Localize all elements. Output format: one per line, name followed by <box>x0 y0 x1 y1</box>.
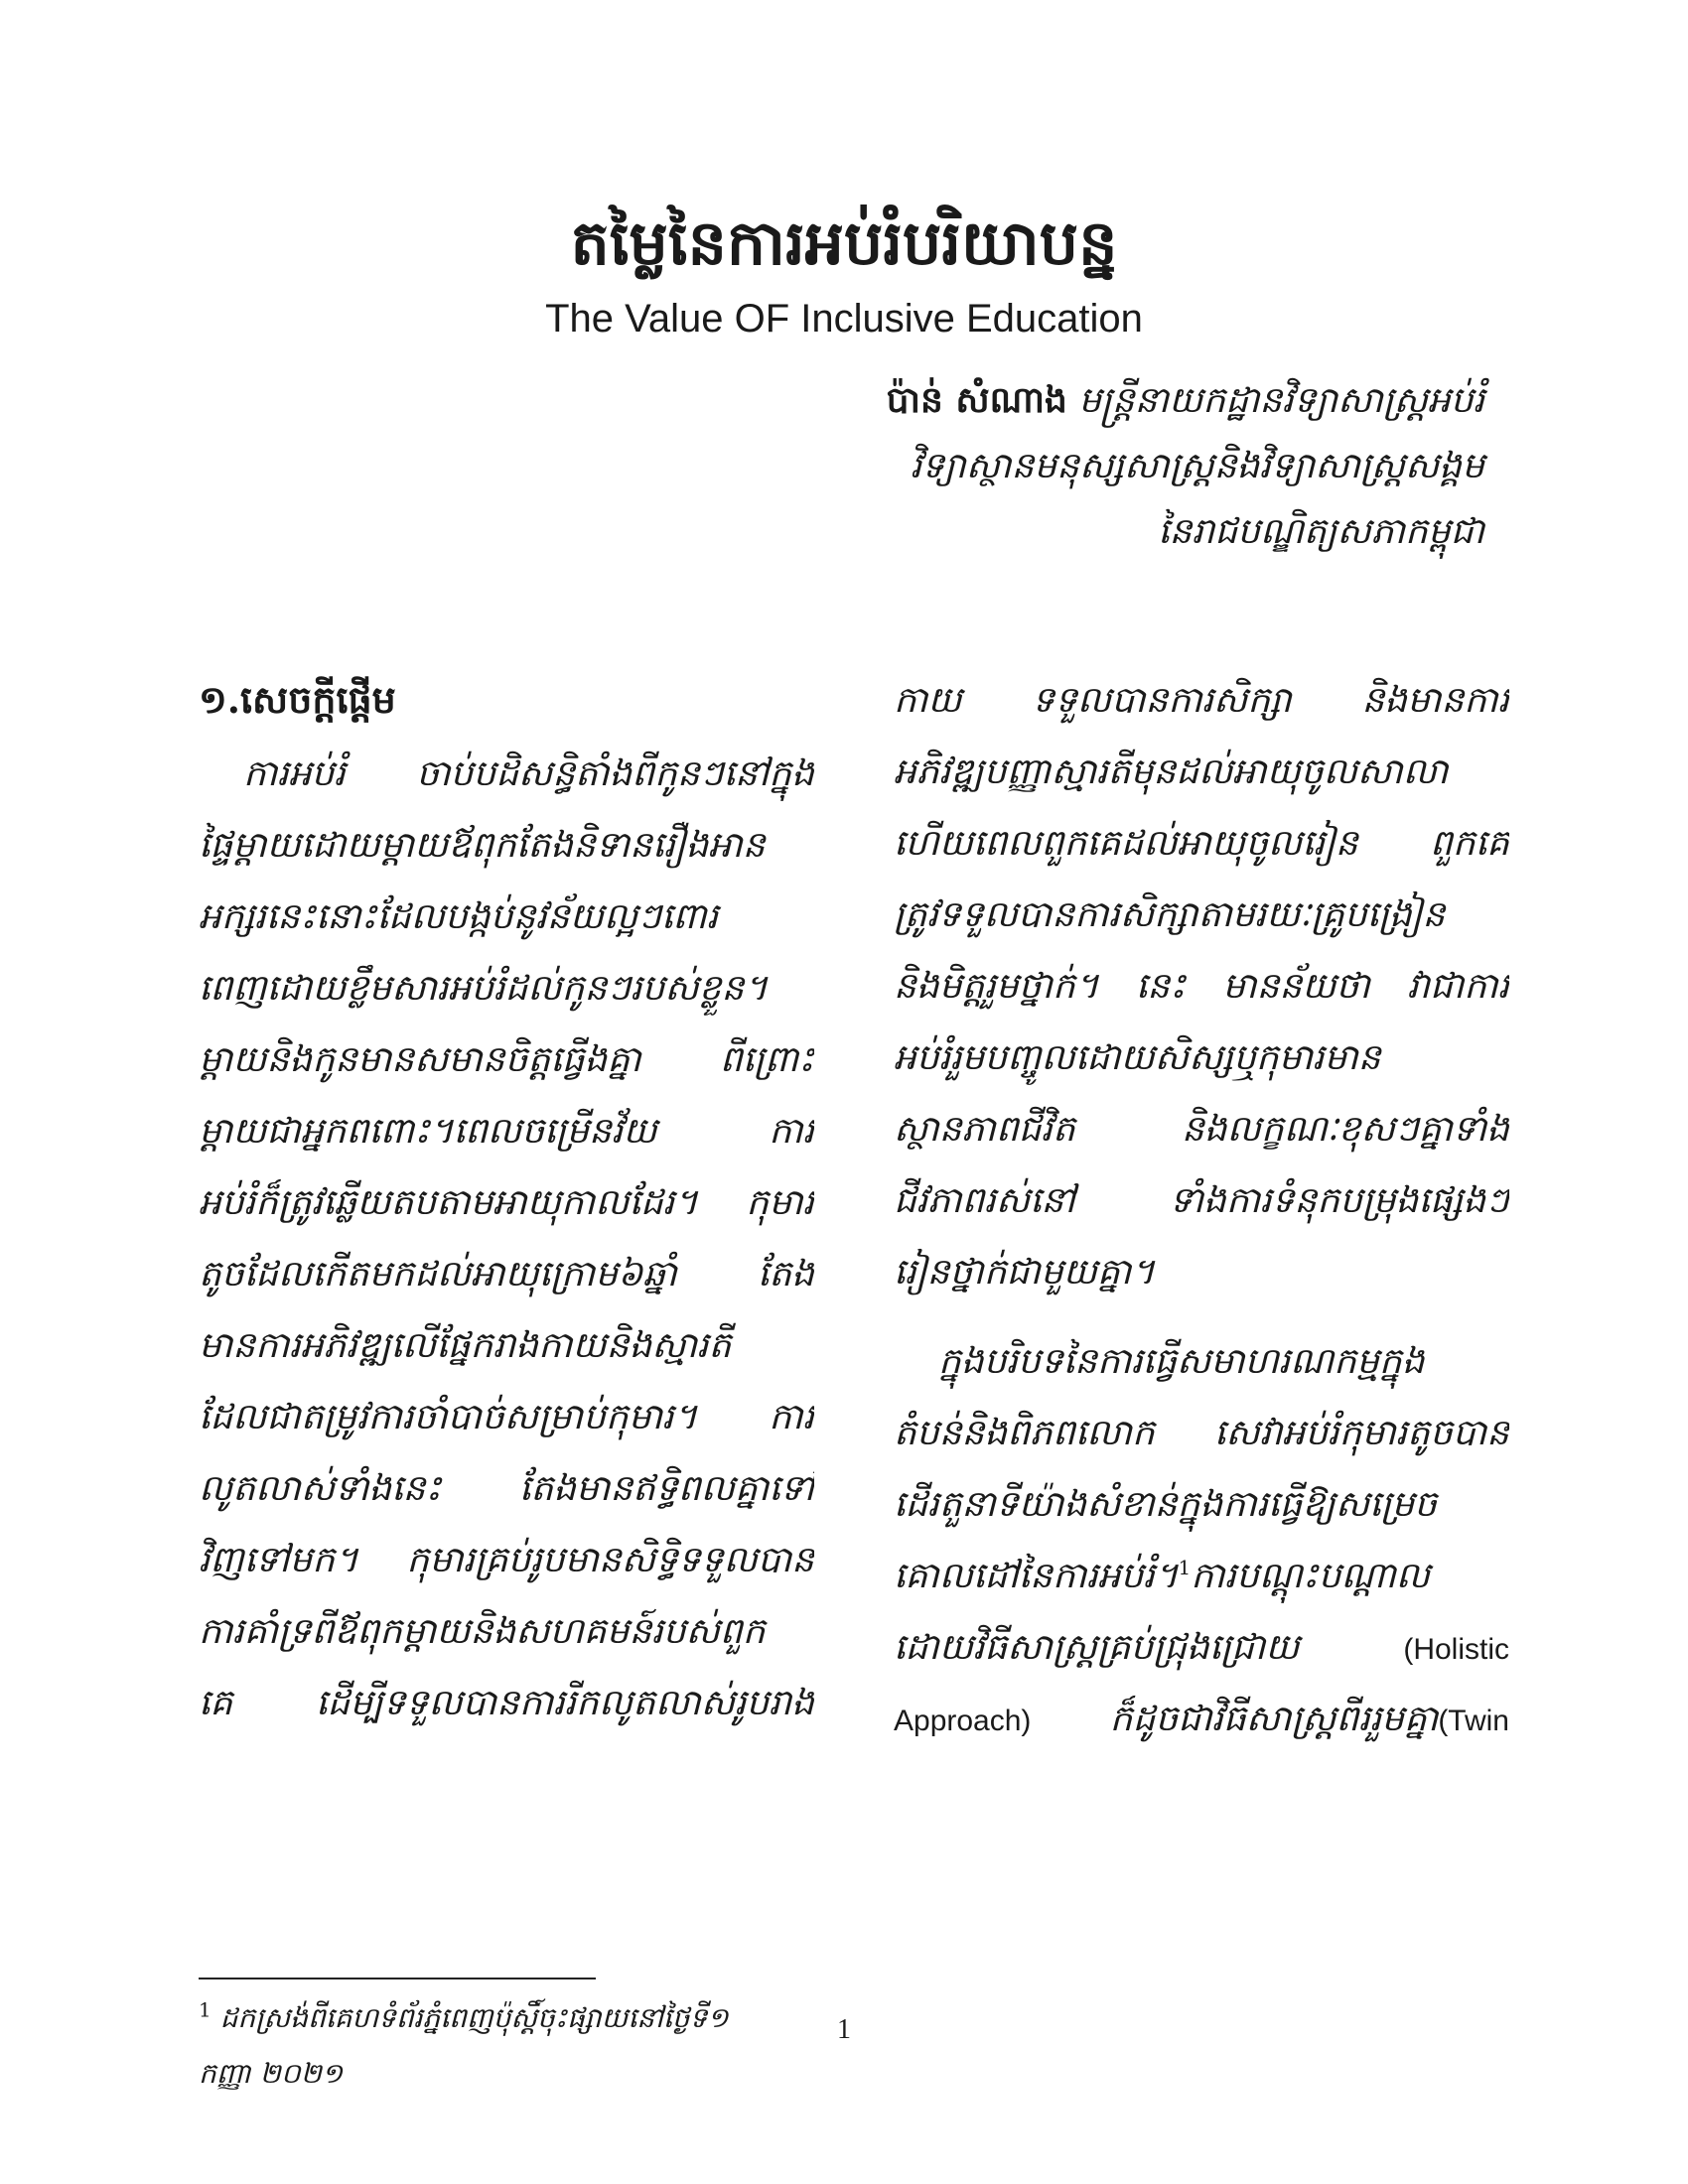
body-line: តំបន់និងពិភពលោក សេវាអប់រំកុមារតូចបាន <box>894 1413 1509 1453</box>
english-term: Approach) <box>894 1705 1032 1737</box>
english-term: (Twin <box>1438 1705 1509 1737</box>
body-line: ស្ថានភាពជីវិត និងលក្ខណៈខុសៗគ្នាទាំង <box>894 1109 1509 1150</box>
footnote-line-2: កញ្ញា ២០២១ <box>199 2057 344 2090</box>
body-line: ដែលជាតម្រូវការចាំបាច់សម្រាប់កុមារ។ ការ <box>199 1397 814 1437</box>
document-title-english: The Value OF Inclusive Education <box>545 297 1143 341</box>
author-institute: វិទ្យាស្ថានមនុស្សសាស្ត្រនិងវិទ្យាសាស្ត្រសង្គម <box>910 446 1484 486</box>
body-line: អប់រំរួមបញ្ចូលដោយសិស្សឬកុមារមាន <box>894 1037 1381 1078</box>
body-line: ការអប់រំ ចាប់បដិសន្ធិតាំងពីកូនៗនៅក្នុង <box>243 753 814 794</box>
body-line: រៀនថ្នាក់ជាមួយគ្នា។ <box>894 1252 1155 1293</box>
body-line: ម្តាយនិងកូនមានសមានចិត្តធ្វើងគ្នា ពីព្រោះ <box>199 1039 814 1080</box>
body-text: ការបណ្តុះបណ្តាល <box>1191 1556 1431 1596</box>
page-number: 1 <box>837 2014 851 2045</box>
body-line: ការគាំទ្រពីឪពុកម្តាយនិងសហគមន៍របស់ពួក <box>199 1611 766 1652</box>
right-column <box>894 665 1509 1755</box>
body-line: ដើរតួនាទីយ៉ាងសំខាន់ក្នុងការធ្វើឱ្យសម្រេច <box>894 1484 1438 1525</box>
body-line: មានការអភិវឌ្ឍលើផ្នែករាងកាយនិងស្មារតី <box>199 1325 732 1366</box>
body-line-with-footnote <box>894 1541 1509 1612</box>
body-line: ម្តាយជាអ្នកពពោះ។ពេលចម្រើនវ័យ ការ <box>199 1111 814 1152</box>
author-name: ប៉ាន់ សំណាង <box>886 379 1067 421</box>
author-position: មន្ត្រីនាយកដ្ឋានវិទ្យាសាស្ត្រអប់រំ <box>1078 380 1484 421</box>
body-line: វិញទៅមក។ កុមារគ្រប់រូបមានសិទ្ធិទទួលបាន <box>199 1540 814 1580</box>
document-title-khmer: តម្លៃនៃការអប់រំបរិយាបន្ន <box>570 206 1118 279</box>
english-term: (Holistic <box>1403 1633 1509 1666</box>
body-line: ពេញដោយខ្លឹមសារអប់រំដល់កូនៗរបស់ខ្លួន។ <box>199 968 769 1009</box>
left-column <box>199 665 814 1739</box>
body-text: គោលដៅនៃការអប់រំ។ <box>894 1556 1179 1596</box>
body-text: ដោយវិធីសាស្ត្រគ្រប់ជ្រុងជ្រោយ <box>894 1627 1300 1668</box>
footnote-marker: 1 <box>199 1997 211 2022</box>
body-line: អប់រំក៏ត្រូវឆ្លើយតបតាមអាយុកាលដែរ។ កុមារ <box>199 1182 814 1223</box>
body-line: តូចដែលកើតមកដល់អាយុក្រោម៦ឆ្នាំ តែង <box>199 1254 814 1295</box>
body-line: ក្នុងបរិបទនៃការធ្វើសមាហរណកម្មក្នុង <box>938 1341 1425 1382</box>
body-line: គេ ដើម្បីទទួលបានការរីកលូតលាស់រូបរាង <box>199 1683 814 1723</box>
section-heading: ១.សេចក្តីផ្តើម <box>199 677 396 722</box>
footnote-text: ដកស្រង់ពីគេហទំព័រភ្នំពេញប៉ុស្តិ៍ចុះផ្សាយនៅថ្ងៃទី១ <box>219 2001 729 2034</box>
body-line: អភិវឌ្ឍបញ្ញាស្មារតីមុនដល់អាយុចូលសាលា <box>894 751 1449 792</box>
body-text: ក៏ដូចជាវិធីសាស្ត្រពីររួមគ្នា <box>1109 1699 1439 1739</box>
body-line: លូតលាស់ទាំងនេះ តែងមានឥទ្ធិពលគ្នាទៅ <box>199 1468 814 1509</box>
body-line: កាយ ទទួលបានការសិក្សា និងមានការ <box>894 680 1509 721</box>
body-line: អក្សរនេះនោះដែលបង្កប់នូវន័យល្អៗពោរ <box>199 896 719 937</box>
body-line <box>894 1612 1509 1684</box>
body-line: ជីវភាពរស់នៅ ទាំងការទំនុកបម្រុងផ្សេងៗ <box>894 1180 1509 1221</box>
footnote-reference[interactable]: 1 <box>1178 1556 1192 1579</box>
body-line: ត្រូវទទួលបានការសិក្សាតាមរយៈគ្រូបង្រៀន <box>894 894 1446 935</box>
body-line: ហើយពេលពួកគេដល់អាយុចូលរៀន ពួកគេ <box>894 823 1509 864</box>
author-line-1 <box>591 367 1484 434</box>
footnote-separator <box>199 1978 596 1979</box>
body-line: និងមិត្តរួមថ្នាក់។ នេះ មានន័យថា វាជាការ <box>894 966 1509 1007</box>
body-line: ផ្ទៃម្តាយដោយម្តាយឪពុកតែងនិទានរឿងអាន <box>199 825 766 866</box>
author-academy: នៃរាជបណ្ឌិត្យសភាកម្ពុជា <box>1158 511 1484 552</box>
body-line <box>894 1684 1509 1755</box>
author-block <box>591 367 1484 565</box>
